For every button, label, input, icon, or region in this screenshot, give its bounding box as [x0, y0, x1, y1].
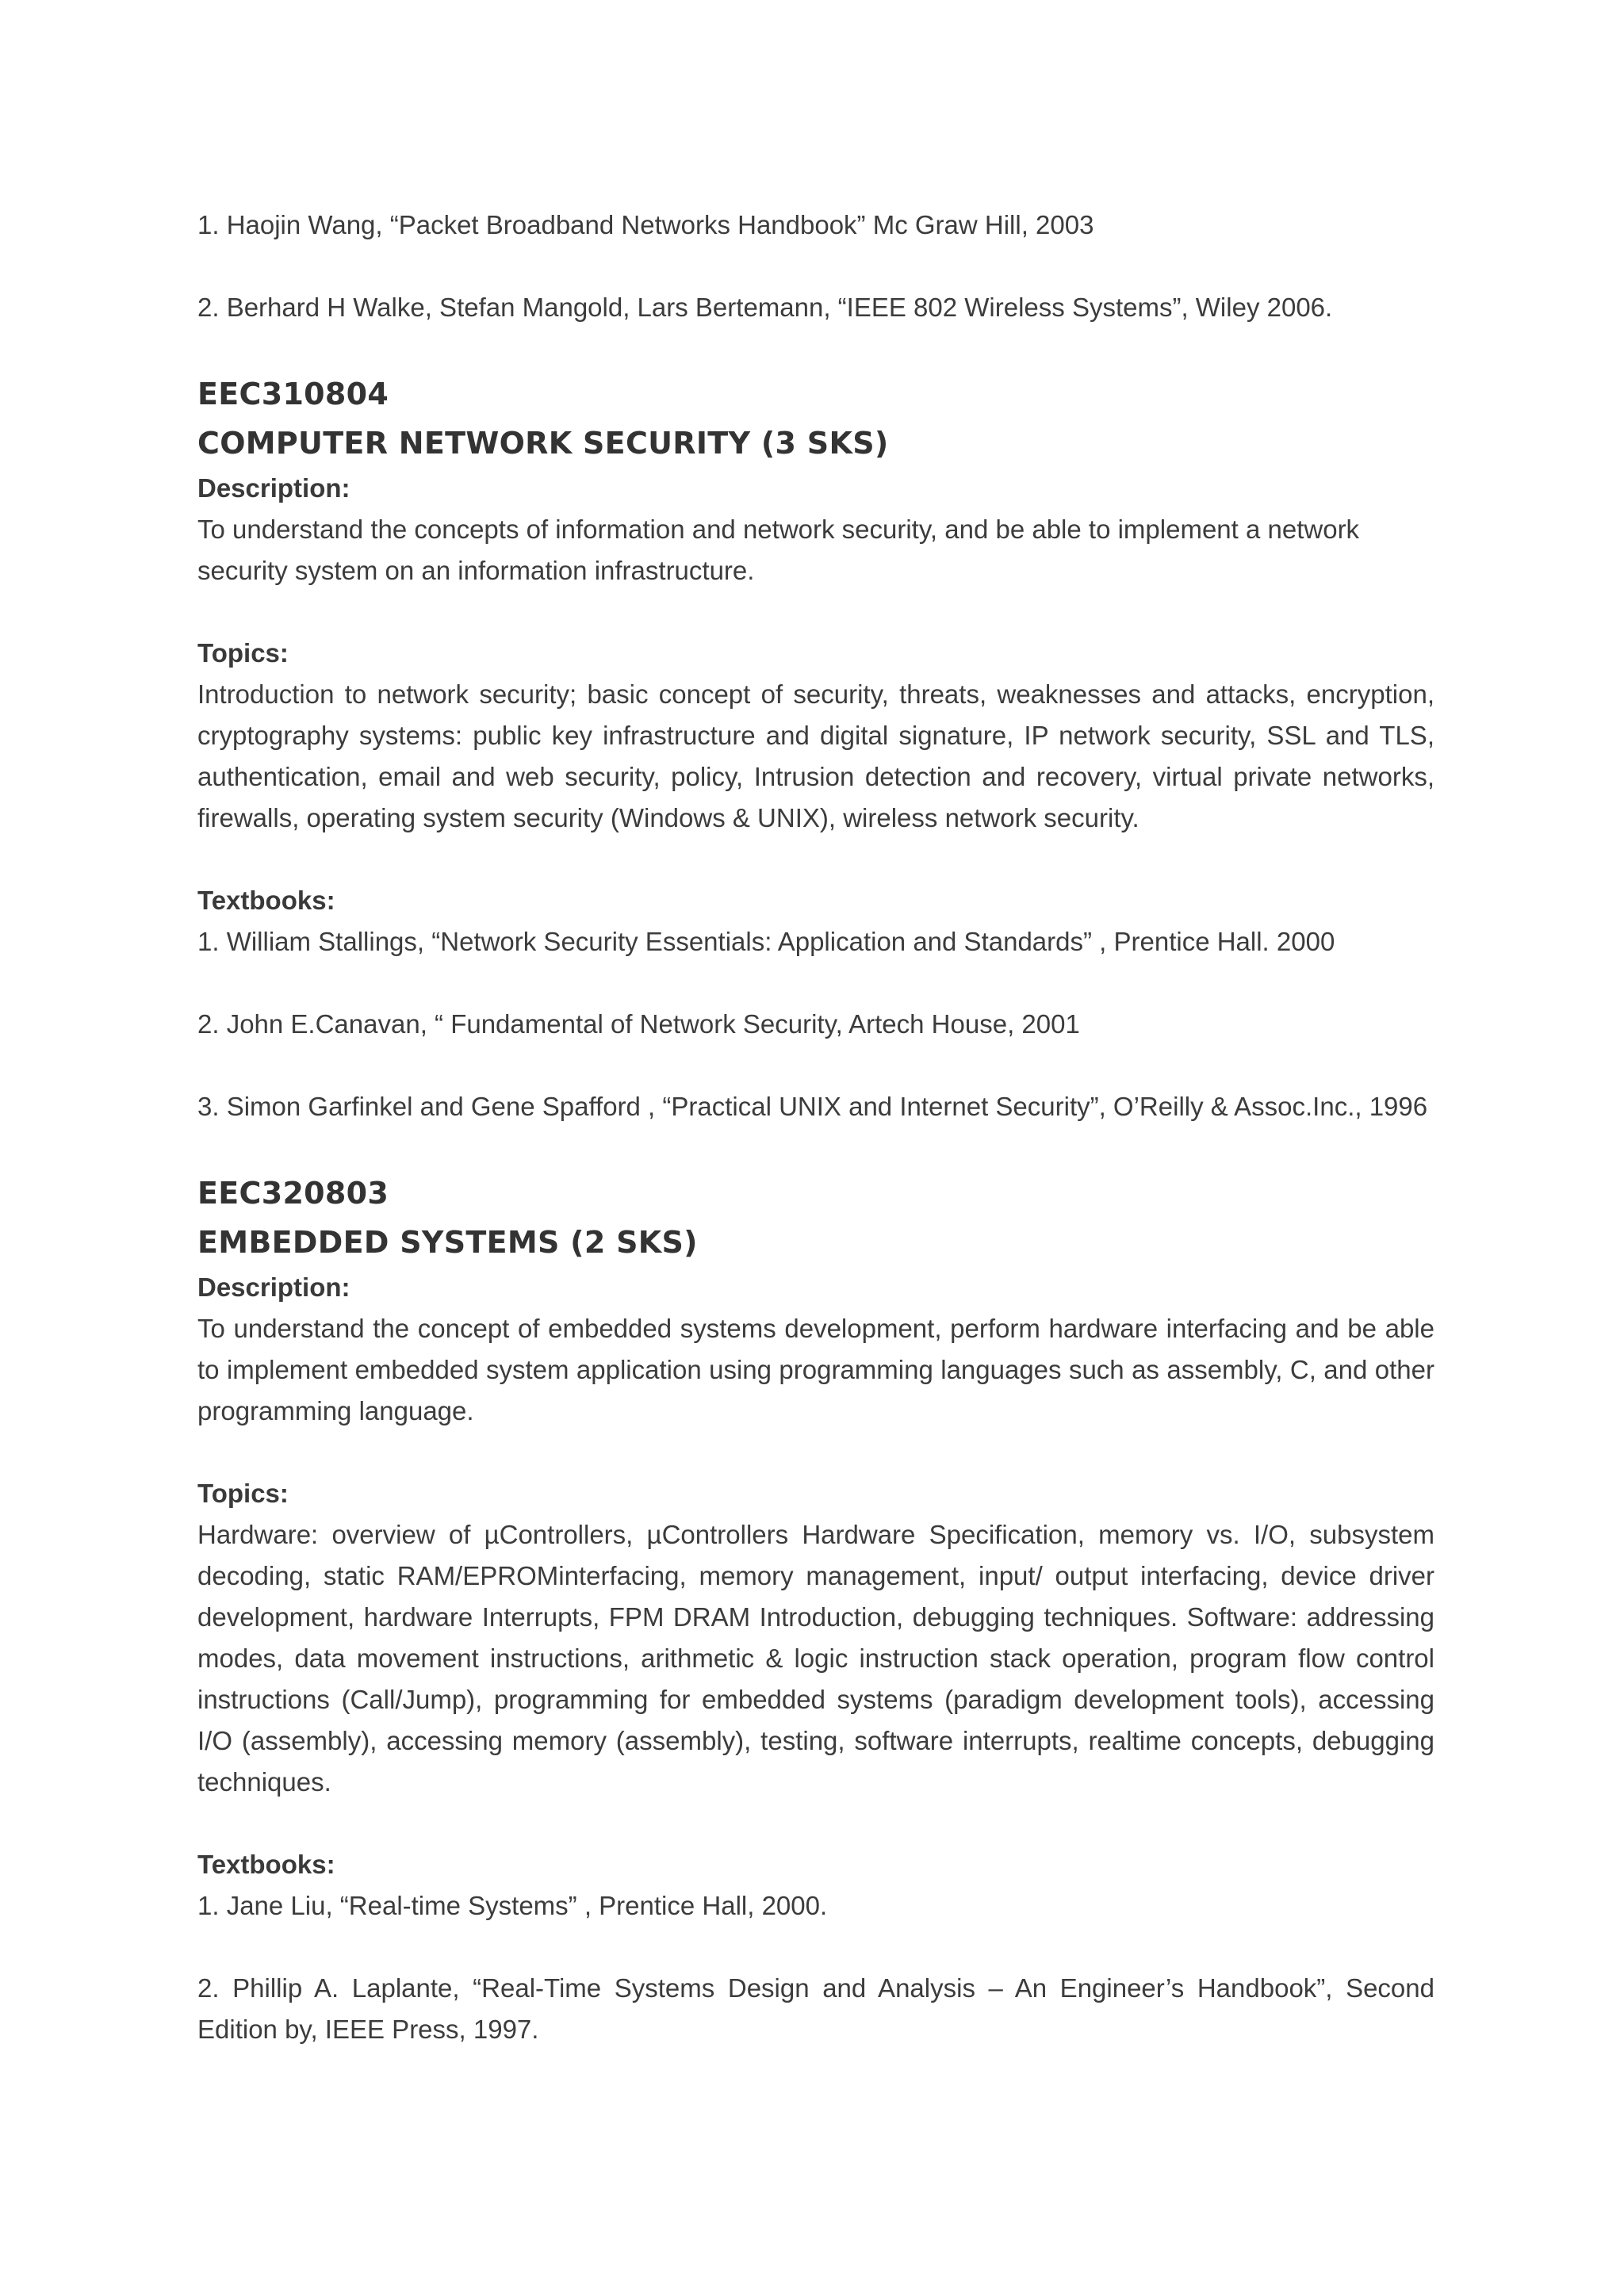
course-title: EMBEDDED SYSTEMS (2 SKS)	[197, 1225, 698, 1260]
textbook-item: 2. Phillip A. Laplante, “Real-Time Systems Design and Analysis – An Engineer’s Handbook”, Second Edition by, IEEE Press, 1997.	[197, 1973, 1434, 2044]
description-label: Description:	[197, 473, 350, 503]
topics-label: Topics:	[197, 638, 289, 668]
document-page	[197, 205, 1434, 2050]
textbook-item: 1. Jane Liu, “Real-time Systems” , Prentice Hall, 2000.	[197, 1891, 828, 1920]
textbook-item: 2. John E.Canavan, “ Fundamental of Network Security, Artech House, 2001	[197, 1009, 1080, 1039]
course-code: EEC320803	[197, 1176, 389, 1211]
textbook-item: 1. William Stallings, “Network Security Essentials: Application and Standards” , Prentice Hall. 2000	[197, 927, 1335, 956]
textbook-item: 3. Simon Garfinkel and Gene Spafford , “Practical UNIX and Internet Security”, O’Reilly & Assoc.Inc., 1996	[197, 1092, 1428, 1121]
course-title: COMPUTER NETWORK SECURITY (3 SKS)	[197, 426, 889, 461]
topics-text: Hardware: overview of µControllers, µControllers Hardware Specification, memory vs. I/O, subsystem decoding, static RAM/EPROMinterfacing, memory management, input/ output interfacing, device driver development, hardware Interrupts, FPM DRAM Introduction, debugging techniques. Software: addressing modes, data movement instructions, arithmetic & logic instruction stack operation, program flow control instructions (Call/Jump), programming for embedded systems (paradigm development tools), accessing I/O (assembly), accessing memory (assembly), testing, software interrupts, realtime concepts, debugging techniques.	[197, 1520, 1434, 1797]
textbooks-label: Textbooks:	[197, 1850, 335, 1879]
description-text: To understand the concepts of information and network security, and be able to implement a network security system on an information infrastructure.	[197, 515, 1360, 585]
course-section-embedded-systems	[197, 1169, 1434, 2050]
reference-item: 1. Haojin Wang, “Packet Broadband Networks Handbook” Mc Graw Hill, 2003	[197, 210, 1094, 239]
reference-item: 2. Berhard H Walke, Stefan Mangold, Lars Bertemann, “IEEE 802 Wireless Systems”, Wiley 2006.	[197, 293, 1333, 322]
course-code: EEC310804	[197, 377, 389, 411]
textbooks-label: Textbooks:	[197, 886, 335, 915]
topics-text: Introduction to network security; basic concept of security, threats, weaknesses and attacks, encryption, cryptography systems: public key infrastructure and digital signature, IP network security, SSL and TLS, authentication, email and web security, policy, Intrusion detection and recovery, virtual private networks, firewalls, operating system security (Windows & UNIX), wireless network security.	[197, 679, 1434, 832]
course-section-network-security	[197, 369, 1434, 1127]
topics-label: Topics:	[197, 1479, 289, 1508]
description-text: To understand the concept of embedded systems development, perform hardware interfacing and be able to implement embedded system application using programming languages such as assembly, C, and other programming language.	[197, 1314, 1434, 1425]
description-label: Description:	[197, 1272, 350, 1302]
